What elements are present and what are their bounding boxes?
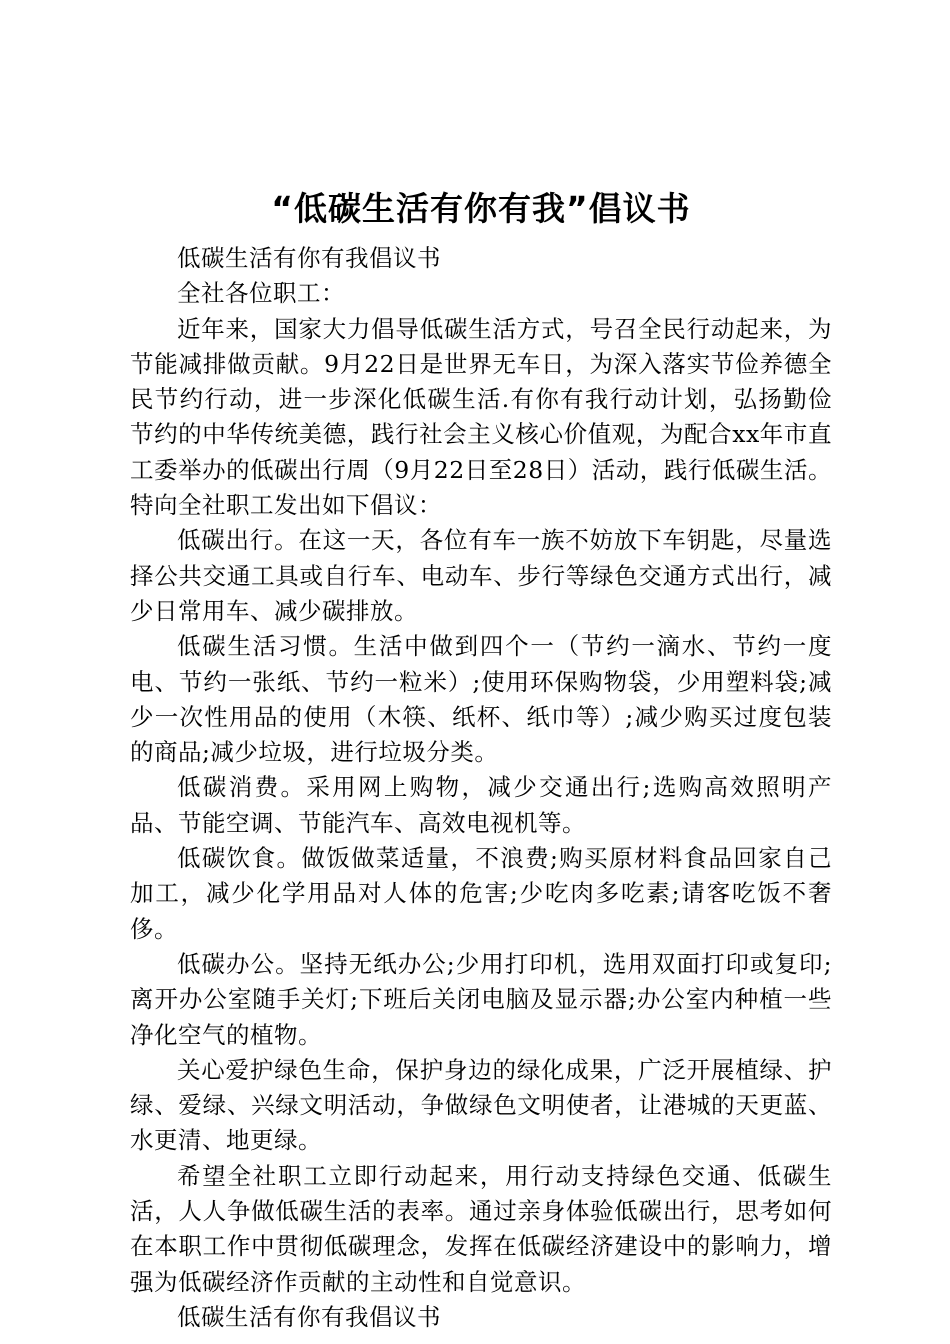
document-page [130, 185, 832, 1335]
low-carbon-habits-paragraph: 低碳生活习惯。生活中做到四个一（节约一滴水、节约一度电、节约一张纸、节约一粒米）;使用环保购物袋，少用塑料袋;减少一次性用品的使用（木筷、纸杯、纸巾等）;减少购买过度包装的商品;减少垃圾，进行垃圾分类。 [130, 632, 832, 767]
document-title: “低碳生活有你有我”倡议书 [271, 189, 691, 228]
low-carbon-diet-paragraph: 低碳饮食。做饭做菜适量，不浪费;购买原材料食品回家自己加工，减少化学用品对人体的危害;少吃肉多吃素;请客吃饭不奢侈。 [130, 844, 832, 943]
salutation: 全社各位职工： [177, 279, 345, 308]
subtitle-line: 低碳生活有你有我倡议书 [177, 244, 441, 272]
low-carbon-consumption-paragraph: 低碳消费。采用网上购物，减少交通出行;选购高效照明产品、节能空调、节能汽车、高效电视机等。 [130, 773, 832, 837]
closing-line: 低碳生活有你有我倡议书 [177, 1302, 441, 1331]
low-carbon-travel-paragraph: 低碳出行。在这一天，各位有车一族不妨放下车钥匙，尽量选择公共交通工具或自行车、电动车、步行等绿色交通方式出行，减少日常用车、减少碳排放。 [130, 526, 832, 625]
call-to-action-paragraph: 希望全社职工立即行动起来，用行动支持绿色交通、低碳生活，人人争做低碳生活的表率。通过亲身体验低碳出行，思考如何在本职工作中贯彻低碳理念，发挥在低碳经济建设中的影响力，增强为低碳经济作贡献的主动性和自觉意识。 [130, 1161, 832, 1296]
low-carbon-office-paragraph: 低碳办公。坚持无纸办公;少用打印机，选用双面打印或复印;离开办公室随手关灯;下班后关闭电脑及显示器;办公室内种植一些净化空气的植物。 [130, 949, 832, 1049]
intro-paragraph: 近年来，国家大力倡导低碳生活方式，号召全民行动起来，为节能减排做贡献。9月22日是世界无车日，为深入落实节俭养德全民节约行动，进一步深化低碳生活.有你有我行动计划，弘扬勤俭节约的中华传统美德，践行社会主义核心价值观，为配合xx年市直工委举办的低碳出行周（9月22日至28日）活动，践行低碳生活。特向全社职工发出如下倡议： [130, 314, 832, 520]
green-protection-paragraph: 关心爱护绿色生命，保护身边的绿化成果，广泛开展植绿、护绿、爱绿、兴绿文明活动，争做绿色文明使者，让港城的天更蓝、水更清、地更绿。 [130, 1055, 832, 1155]
